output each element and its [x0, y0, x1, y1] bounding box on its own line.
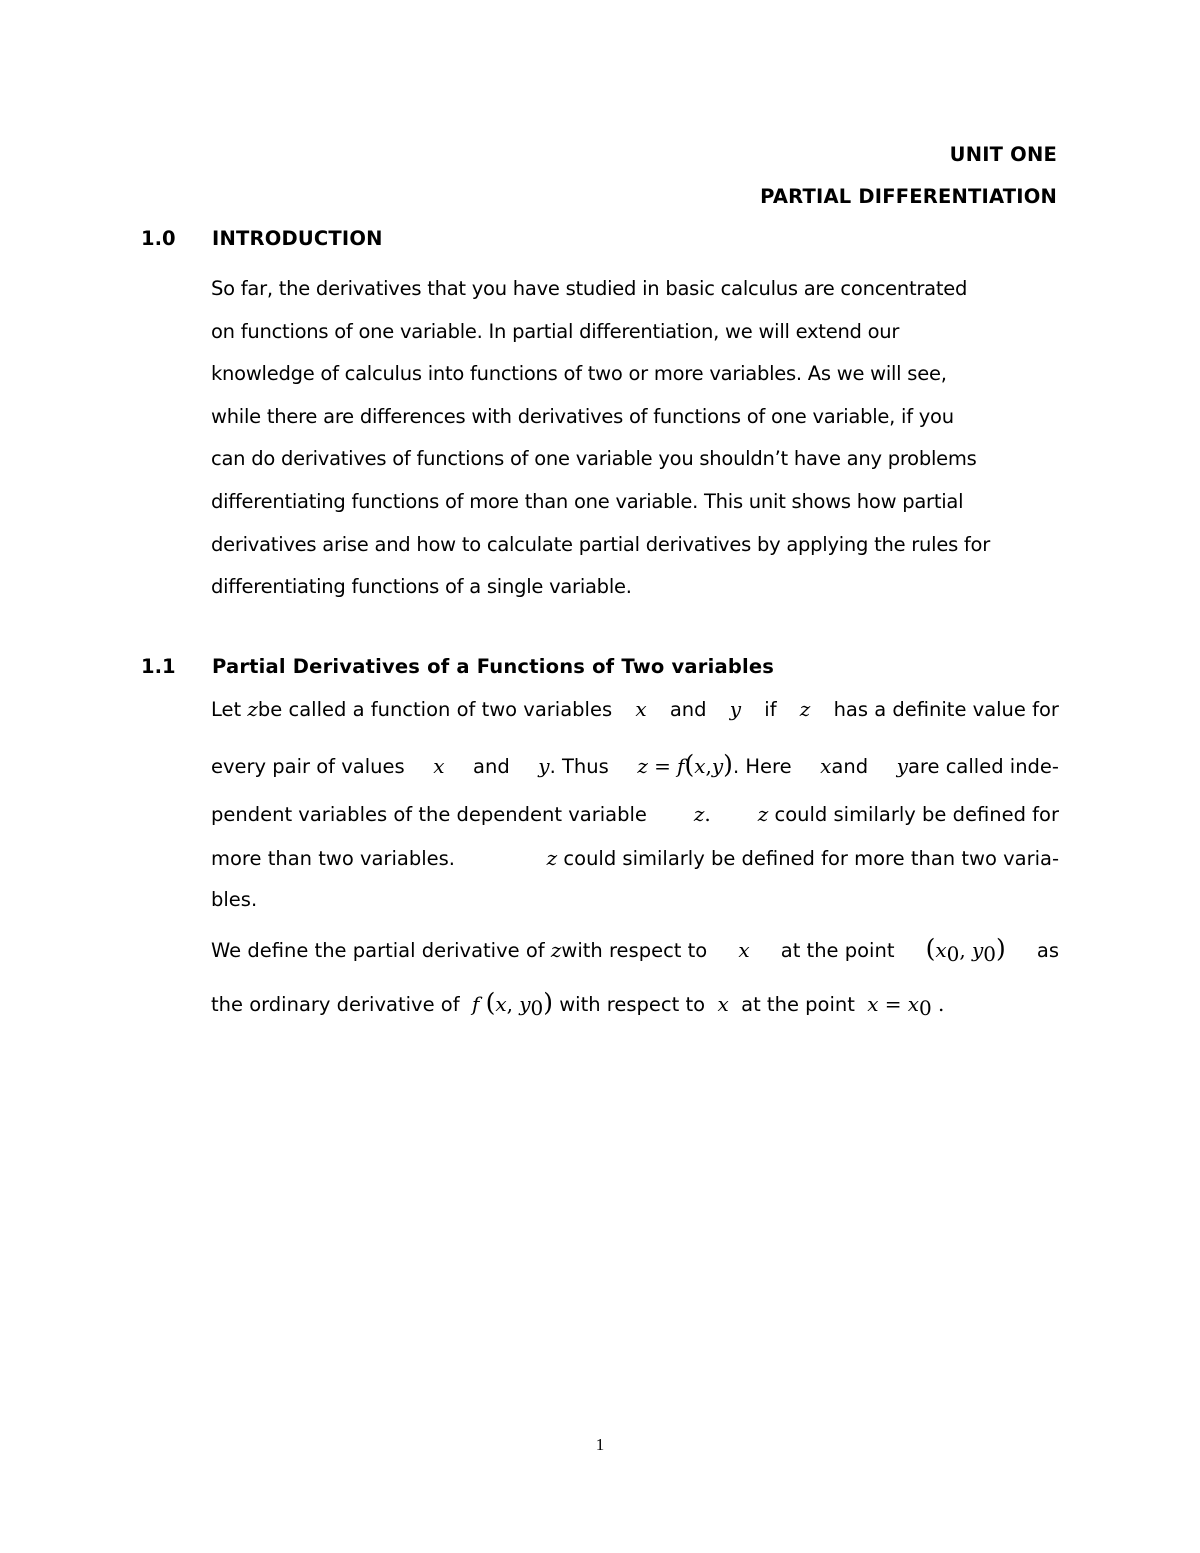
section-number-intro: 1.0	[141, 227, 176, 250]
section-heading-partial: Partial Derivatives of a Functions of Two variables	[212, 655, 775, 678]
text-segment: and	[473, 755, 510, 778]
text-segment: at the point	[780, 939, 895, 962]
section-heading-intro: INTRODUCTION	[212, 227, 383, 250]
text-segment: xand	[820, 754, 869, 778]
partial-line-5: bles.	[211, 888, 258, 911]
intro-line: differentiating functions of more than one variable. This unit shows how partial	[211, 489, 964, 513]
partial-line-7: the ordinary derivative of f (x, $y_0$) with respect to x at the point $x = x_0$ .	[211, 988, 945, 1020]
text-segment: more than two variables.	[211, 847, 455, 870]
unit-title: UNIT ONE	[949, 143, 1057, 166]
section-number-partial: 1.1	[141, 655, 176, 678]
text-segment: z.	[693, 802, 711, 826]
math-y: y	[729, 697, 742, 721]
page-number: 1	[595, 1435, 605, 1454]
intro-line: differentiating functions of a single variable.	[211, 575, 632, 599]
text-segment: pendent variables of the dependent variable	[211, 803, 647, 826]
math-x: x	[738, 938, 750, 962]
intro-line: So far, the derivatives that you have studied in basic calculus are concentrated	[211, 277, 968, 300]
text-segment: and	[669, 698, 707, 721]
partial-line-4	[211, 846, 1059, 870]
point-x0-y0: ($x_0$, $y_0$)	[925, 934, 1006, 966]
partial-line-3	[211, 802, 1059, 826]
text-segment: Let zbe called a function of two variables	[211, 697, 613, 721]
intro-line: on functions of one variable. In partial differentiation, we will extend our	[211, 319, 900, 343]
equation-x-x0: $x = x_0$	[867, 992, 932, 1020]
text-segment: if	[764, 698, 777, 721]
text-segment: yare called inde-	[896, 754, 1059, 778]
text-segment: z could similarly be defined for	[757, 802, 1059, 826]
partial-line-1	[211, 697, 1059, 721]
intro-line: while there are differences with derivatives of functions of one variable, if you	[211, 404, 954, 428]
text-segment: as	[1036, 939, 1059, 962]
intro-paragraph	[211, 268, 1071, 609]
partial-line-2	[211, 750, 1059, 779]
intro-line: can do derivatives of functions of one variable you shouldn’t have any problems	[211, 447, 977, 471]
func-f-x-y0: f (x, $y_0$)	[471, 988, 553, 1020]
partial-line-6	[211, 934, 1059, 966]
text-segment: has a definite value for	[833, 698, 1059, 721]
equation-z-fxy: z = f(x,y). Here	[637, 750, 792, 779]
math-x: x	[433, 754, 445, 778]
text-segment: every pair of values	[211, 755, 405, 778]
intro-line: knowledge of calculus into functions of two or more variables. As we will see,	[211, 362, 947, 386]
text-segment: We define the partial derivative of zwith respect to	[211, 938, 708, 962]
math-x: x	[635, 697, 647, 721]
intro-line: derivatives arise and how to calculate partial derivatives by applying the rules for	[211, 532, 990, 556]
math-z: z	[799, 697, 811, 721]
text-segment: z could similarly be defined for more than two varia-	[546, 846, 1059, 870]
text-segment: y. Thus	[538, 754, 609, 778]
unit-subtitle: PARTIAL DIFFERENTIATION	[760, 185, 1057, 208]
